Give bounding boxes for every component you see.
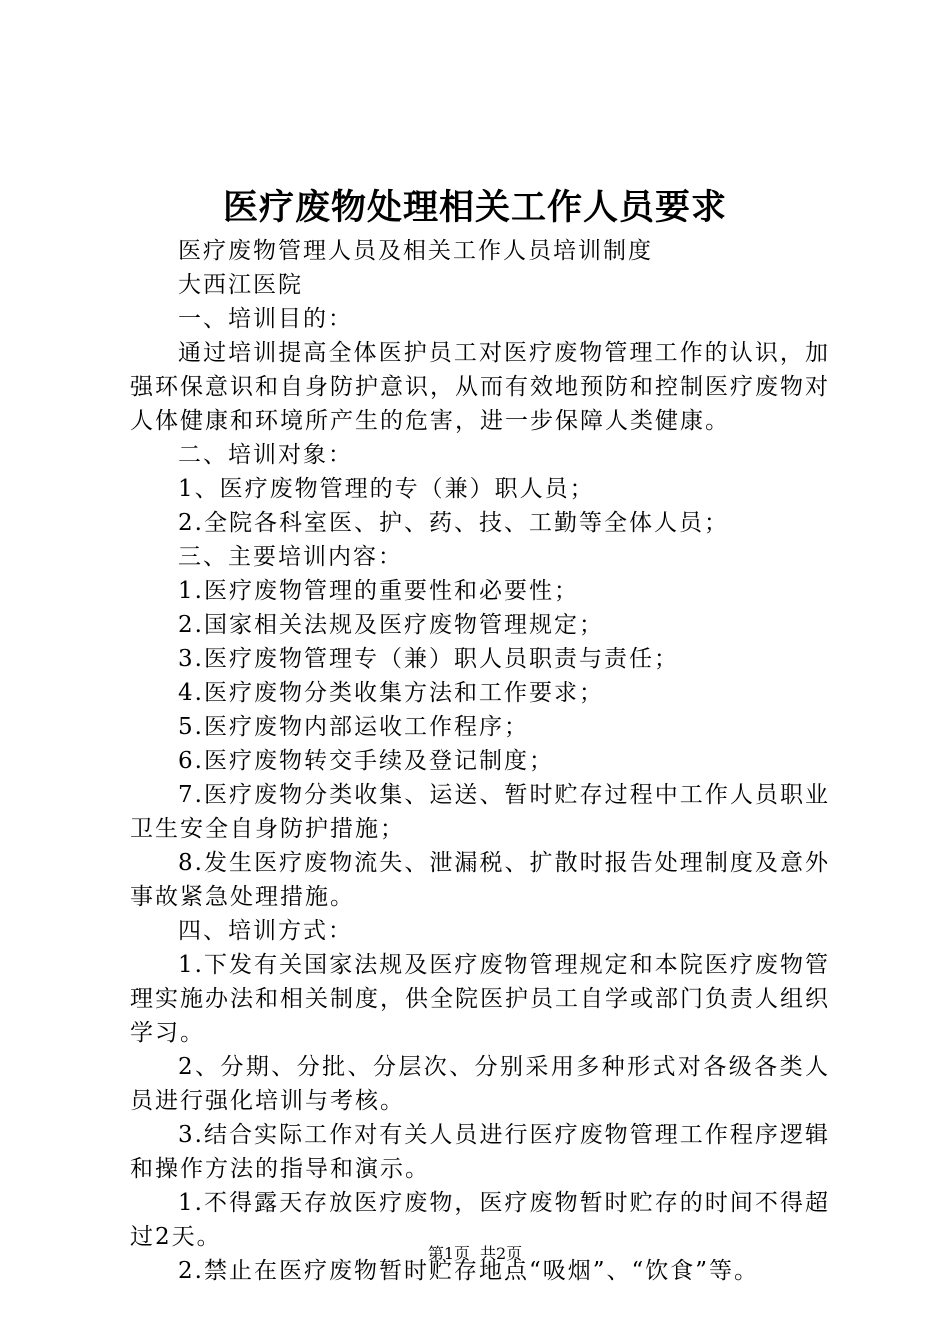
paragraph: 1.不得露天存放医疗废物，医疗废物暂时贮存的时间不得超过2天。	[130, 1190, 830, 1250]
page-total: 共2页	[480, 1244, 523, 1263]
document-body	[130, 234, 830, 1288]
document-title: 医疗废物处理相关工作人员要求	[222, 187, 727, 228]
paragraph: 一、培训目的：	[178, 306, 353, 332]
page-number: 第1页	[427, 1244, 470, 1263]
paragraph: 2.全院各科室医、护、药、技、工勤等全体人员；	[178, 510, 729, 536]
paragraph: 三、主要培训内容：	[178, 544, 403, 570]
paragraph: 4.医疗废物分类收集方法和工作要求；	[178, 680, 604, 706]
paragraph: 2.国家相关法规及医疗废物管理规定；	[178, 612, 604, 638]
paragraph: 1.医疗废物管理的重要性和必要性；	[178, 578, 579, 604]
paragraph: 1.下发有关国家法规及医疗废物管理规定和本院医疗废物管理实施办法和相关制度，供全院医护员工自学或部门负责人组织学习。	[130, 952, 830, 1046]
paragraph: 1、医疗废物管理的专（兼）职人员；	[178, 476, 595, 502]
paragraph: 3.结合实际工作对有关人员进行医疗废物管理工作程序逻辑和操作方法的指导和演示。	[130, 1122, 830, 1182]
paragraph: 大西江医院	[178, 272, 303, 298]
paragraph: 5.医疗废物内部运收工作程序；	[178, 714, 529, 740]
paragraph: 7.医疗废物分类收集、运送、暂时贮存过程中工作人员职业卫生安全自身防护措施；	[130, 782, 830, 842]
paragraph: 3.医疗废物管理专（兼）职人员职责与责任；	[178, 646, 679, 672]
paragraph: 医疗废物管理人员及相关工作人员培训制度	[178, 238, 653, 264]
paragraph: 2.禁止在医疗废物暂时贮存地点“吸烟”、“饮食”等。	[178, 1258, 759, 1284]
paragraph: 通过培训提高全体医护员工对医疗废物管理工作的认识，加强环保意识和自身防护意识，从而有效地预防和控制医疗废物对人体健康和环境所产生的危害，进一步保障人类健康。	[130, 340, 830, 434]
paragraph: 二、培训对象：	[178, 442, 353, 468]
paragraph: 8.发生医疗废物流失、泄漏税、扩散时报告处理制度及意外事故紧急处理措施。	[130, 850, 830, 910]
paragraph: 2、分期、分批、分层次、分别采用多种形式对各级各类人员进行强化培训与考核。	[130, 1054, 830, 1114]
paragraph: 6.医疗废物转交手续及登记制度；	[178, 748, 554, 774]
page-footer	[0, 1242, 950, 1266]
paragraph: 四、培训方式：	[178, 918, 353, 944]
